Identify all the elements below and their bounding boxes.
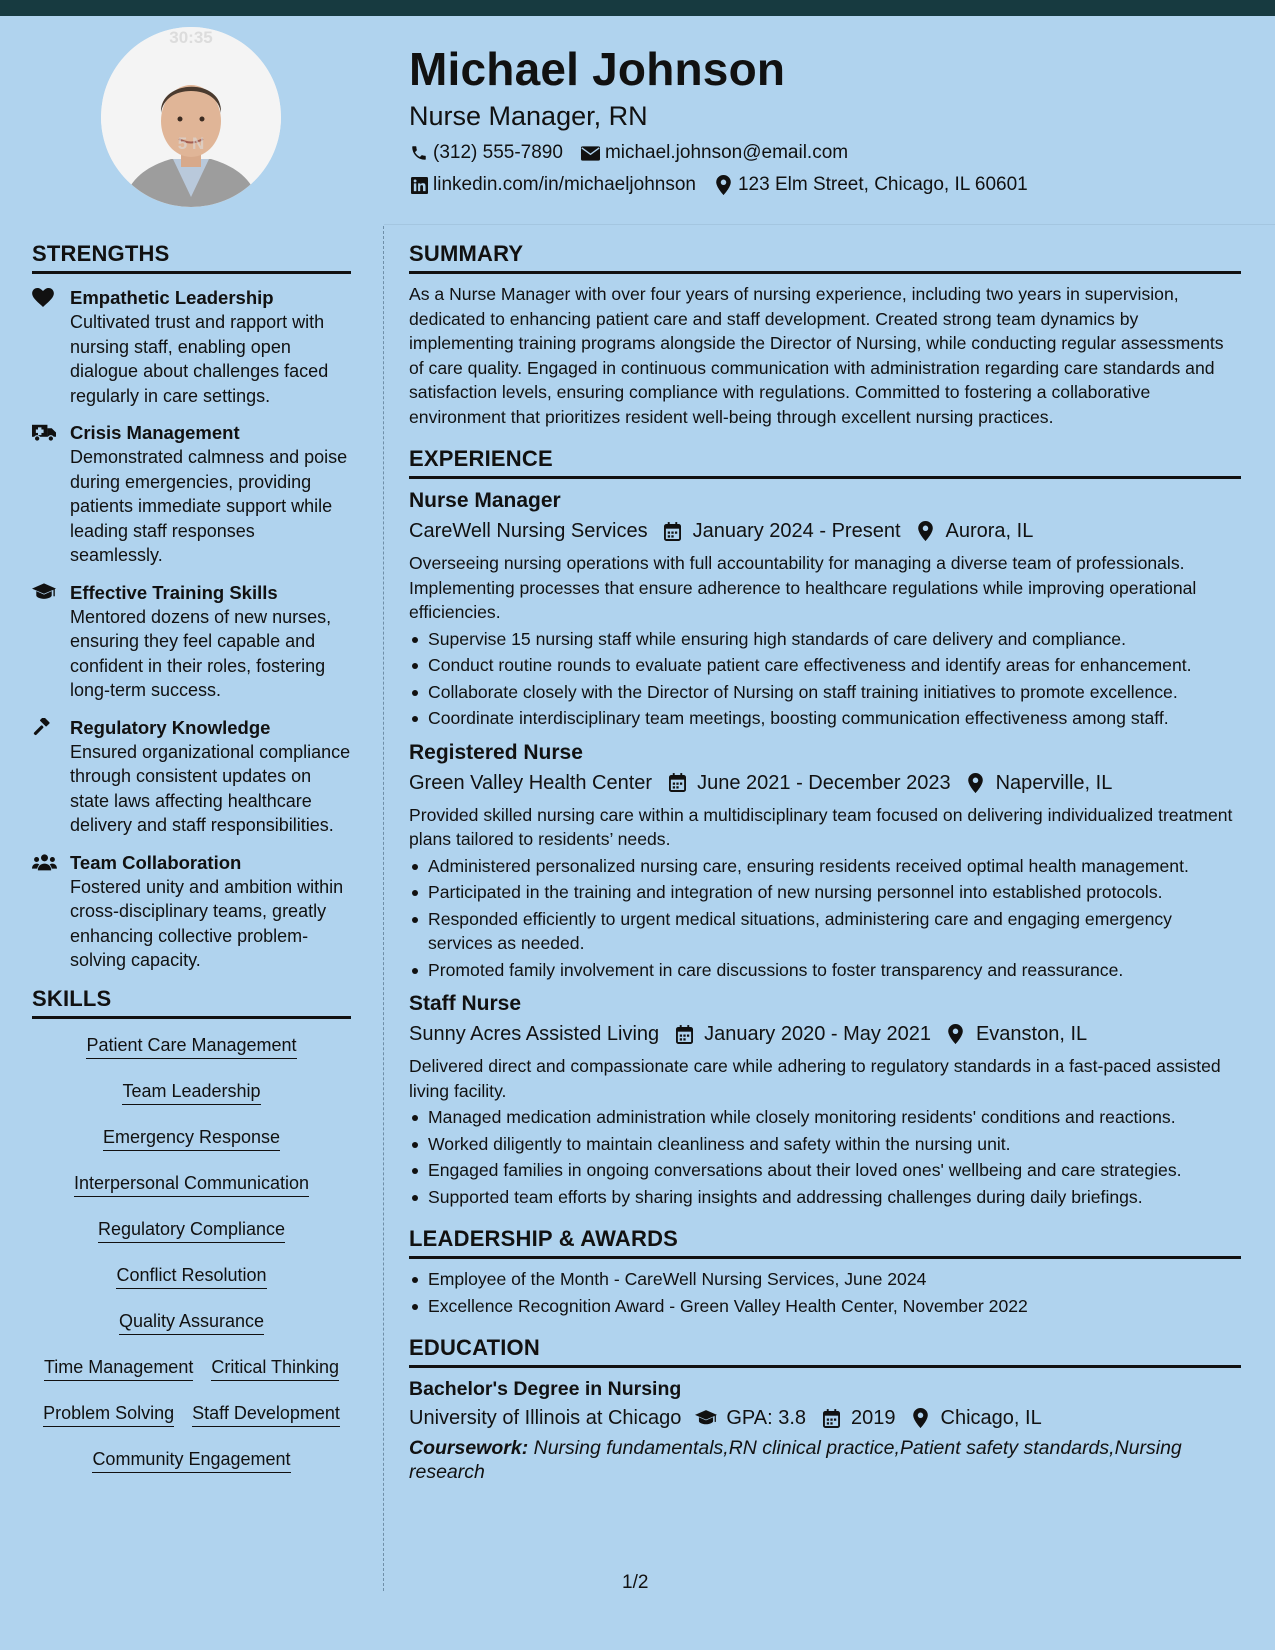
job-dates-text: June 2021 - December 2023: [697, 771, 951, 794]
graduation-cap-icon: [32, 580, 70, 703]
job-dates: [662, 517, 901, 545]
location-pin-icon: [945, 1023, 967, 1045]
job-dates-text: January 2024 - Present: [692, 520, 901, 542]
job-meta: [409, 517, 1241, 545]
job-bullets: [409, 1105, 1241, 1209]
strength-desc: Mentored dozens of new nurses, ensuring they feel capable and confident in their roles, fostering long-term success.: [70, 606, 332, 700]
linkedin-item[interactable]: [409, 173, 696, 197]
job-location: [965, 769, 1113, 797]
strengths-list: [32, 285, 351, 973]
contact-row-1: [409, 141, 1229, 165]
summary-heading: SUMMARY: [409, 240, 1241, 274]
job-dates: [666, 769, 951, 797]
address-item: [714, 173, 1028, 197]
page-number: 1/2: [622, 1572, 649, 1593]
coursework-text: Nursing fundamentals,RN clinical practice,Patient safety standards,Nursing research: [409, 1437, 1182, 1483]
top-bar: [0, 0, 1275, 16]
coursework-label: Coursework:: [409, 1437, 529, 1459]
job-entry: [409, 990, 1241, 1209]
candidate-title: Nurse Manager, RN: [409, 101, 648, 131]
job-bullet: Coordinate interdisciplinary team meetings, boosting communication effectiveness among staff.: [409, 706, 1241, 731]
job-bullet: Conduct routine rounds to evaluate patient care effectiveness and identify areas for enhancement.: [409, 653, 1241, 678]
address-text: 123 Elm Street, Chicago, IL 60601: [737, 174, 1028, 195]
job-bullet: Responded efficiently to urgent medical situations, administering care and engaging emergency services as needed.: [409, 907, 1241, 956]
school-name: University of Illinois at Chicago: [409, 1407, 682, 1429]
job-location-text: Naperville, IL: [995, 771, 1113, 794]
skill-tag: Team Leadership: [122, 1079, 260, 1105]
strength-title: Effective Training Skills: [70, 581, 278, 603]
users-icon: [32, 850, 70, 973]
job-bullet: Managed medication administration while closely monitoring residents' conditions and reactions.: [409, 1105, 1241, 1130]
job-description: Overseeing nursing operations with full accountability for managing a diverse team of professionals. Implementing processes that ensure adherence to healthcare regulations while improving operational efficiencies.: [409, 553, 1197, 622]
job-bullet: Administered personalized nursing care, ensuring residents received optimal health management.: [409, 854, 1241, 879]
job-location: [915, 517, 1034, 545]
job-description: Delivered direct and compassionate care while adhering to regulatory standards in a fast-paced assisted living facility.: [409, 1056, 1221, 1101]
strength-desc: Demonstrated calmness and poise during emergencies, providing patients immediate support while leading staff responses seamlessly.: [70, 447, 348, 565]
job-meta: [409, 1020, 1241, 1048]
location-pin-icon: [910, 1407, 932, 1429]
skills-heading: SKILLS: [32, 985, 351, 1019]
calendar-icon: [662, 520, 684, 542]
job-entry: [409, 487, 1241, 731]
skill-tag: Problem Solving: [43, 1401, 174, 1427]
skill-tag: Emergency Response: [103, 1125, 280, 1151]
candidate-name: Michael Johnson: [409, 43, 786, 95]
strength-item: [32, 285, 351, 408]
job-entry: [409, 739, 1241, 983]
skill-tag: Quality Assurance: [119, 1309, 264, 1335]
award-item: Employee of the Month - CareWell Nursing Services, June 2024: [409, 1267, 1241, 1292]
experience-heading: EXPERIENCE: [409, 445, 1241, 479]
phone-text: (312) 555-7890: [433, 142, 563, 163]
skill-tag: Interpersonal Communication: [74, 1171, 309, 1197]
education-heading: EDUCATION: [409, 1334, 1241, 1368]
skill-tag: Conflict Resolution: [116, 1263, 266, 1289]
location-pin-icon: [915, 520, 937, 542]
graduation-cap-icon: [695, 1407, 717, 1429]
skill-tag: Community Engagement: [92, 1447, 290, 1473]
job-bullet: Supervise 15 nursing staff while ensuring high standards of care delivery and compliance.: [409, 627, 1241, 652]
strength-desc: Fostered unity and ambition within cross-disciplinary teams, greatly enhancing collective problem-solving capacity.: [70, 876, 344, 970]
job-location-text: Aurora, IL: [945, 520, 1034, 542]
location-pin-icon: [965, 772, 987, 794]
company-name: CareWell Nursing Services: [409, 520, 648, 542]
profile-photo: [101, 27, 281, 207]
ambulance-icon: [32, 420, 70, 568]
strength-desc: Cultivated trust and rapport with nursing staff, enabling open dialogue about challenges faced regularly in care settings.: [70, 312, 329, 406]
linkedin-text[interactable]: linkedin.com/in/michaeljohnson: [433, 174, 696, 195]
left-column: [32, 240, 351, 1493]
job-title: Registered Nurse: [409, 740, 583, 764]
job-meta: [409, 769, 1241, 797]
calendar-icon: [673, 1023, 695, 1045]
envelope-icon: [581, 143, 601, 163]
skills-list: [32, 1033, 351, 1493]
skill-tag: Staff Development: [192, 1401, 340, 1427]
contact-row-2: [409, 173, 1229, 197]
calendar-icon: [666, 772, 688, 794]
education-meta: [409, 1404, 1241, 1432]
company-name: Sunny Acres Assisted Living: [409, 1023, 660, 1045]
strength-title: Empathetic Leadership: [70, 287, 274, 308]
job-bullets: [409, 627, 1241, 731]
education-location: [910, 1404, 1042, 1432]
strength-title: Team Collaboration: [70, 851, 242, 873]
job-title: Nurse Manager: [409, 489, 561, 512]
job-title: Staff Nurse: [409, 992, 522, 1015]
email-text[interactable]: michael.johnson@email.com: [604, 142, 849, 163]
strength-title: Crisis Management: [70, 422, 240, 443]
award-item: Excellence Recognition Award - Green Valley Health Center, November 2022: [409, 1294, 1241, 1319]
resume-header: [409, 40, 1229, 197]
gpa: [695, 1404, 806, 1432]
skill-tag: Patient Care Management: [86, 1033, 296, 1059]
header-divider: [384, 224, 1275, 225]
skill-tag: Critical Thinking: [211, 1355, 339, 1381]
strength-item: [32, 580, 351, 703]
phone-icon: [409, 143, 429, 163]
awards-list: [409, 1267, 1241, 1318]
job-bullet: Participated in the training and integration of new nursing personnel into established protocols.: [409, 880, 1241, 905]
strength-item: [32, 420, 351, 568]
heart-icon: [32, 285, 70, 408]
strength-item: [32, 850, 351, 973]
skill-tag: Regulatory Compliance: [98, 1217, 285, 1243]
strengths-heading: STRENGTHS: [32, 240, 351, 274]
phone-item: [409, 141, 563, 165]
svg-text:30:35: 30:35: [169, 28, 213, 47]
coursework: [409, 1436, 1241, 1484]
calendar-icon: [820, 1407, 842, 1429]
summary-text: As a Nurse Manager with over four years of nursing experience, including two years in supervision, dedicated to enhancing patient care and staff development. Created strong team dynamics by implementing training programs alongside the Director of Nursing, while conducting regular assessments of care quality. Engaged in continuous communication with administration regarding care standards and satisfaction levels, ensuring compliance with regulations. Committed to fostering a collaborative environment that prioritizes resident well-being through excellent nursing practices.: [409, 284, 1224, 427]
year-text: 2019: [851, 1407, 896, 1429]
job-bullets: [409, 854, 1241, 983]
company-name: Green Valley Health Center: [409, 771, 653, 794]
graduation-year: [820, 1404, 896, 1432]
job-bullet: Engaged families in ongoing conversations about their loved ones' wellbeing and care strategies.: [409, 1158, 1241, 1183]
strength-title: Regulatory Knowledge: [70, 716, 271, 738]
degree-title: Bachelor's Degree in Nursing: [409, 1378, 682, 1400]
email-item[interactable]: [581, 141, 848, 165]
right-column: [409, 240, 1241, 1484]
job-location: [945, 1020, 1087, 1048]
strength-desc: Ensured organizational compliance through consistent updates on state laws affecting healthcare delivery and staff responsibilities.: [70, 741, 351, 835]
job-bullet: Supported team efforts by sharing insights and addressing challenges during daily briefings.: [409, 1185, 1241, 1210]
strength-item: [32, 715, 351, 838]
gpa-text: GPA: 3.8: [726, 1407, 807, 1429]
location-pin-icon: [714, 175, 734, 195]
job-bullet: Collaborate closely with the Director of Nursing on staff training initiatives to promote excellence.: [409, 680, 1241, 705]
job-dates-text: January 2020 - May 2021: [704, 1023, 931, 1045]
job-description: Provided skilled nursing care within a multidisciplinary team focused on delivering individualized treatment plans tailored to residents’ needs.: [409, 804, 1233, 849]
skill-tag: Time Management: [44, 1355, 193, 1381]
job-location-text: Evanston, IL: [975, 1023, 1088, 1045]
svg-text:5 N: 5 N: [177, 134, 205, 153]
job-bullet: Worked diligently to maintain cleanliness and safety within the nursing unit.: [409, 1132, 1241, 1157]
education-location-text: Chicago, IL: [940, 1407, 1042, 1429]
column-divider: [383, 226, 384, 1591]
awards-heading: LEADERSHIP & AWARDS: [409, 1225, 1241, 1259]
job-dates: [673, 1020, 931, 1048]
job-bullet: Promoted family involvement in care discussions to foster transparency and reassurance.: [409, 958, 1241, 983]
gavel-icon: [32, 715, 70, 838]
linkedin-icon: [409, 175, 429, 195]
